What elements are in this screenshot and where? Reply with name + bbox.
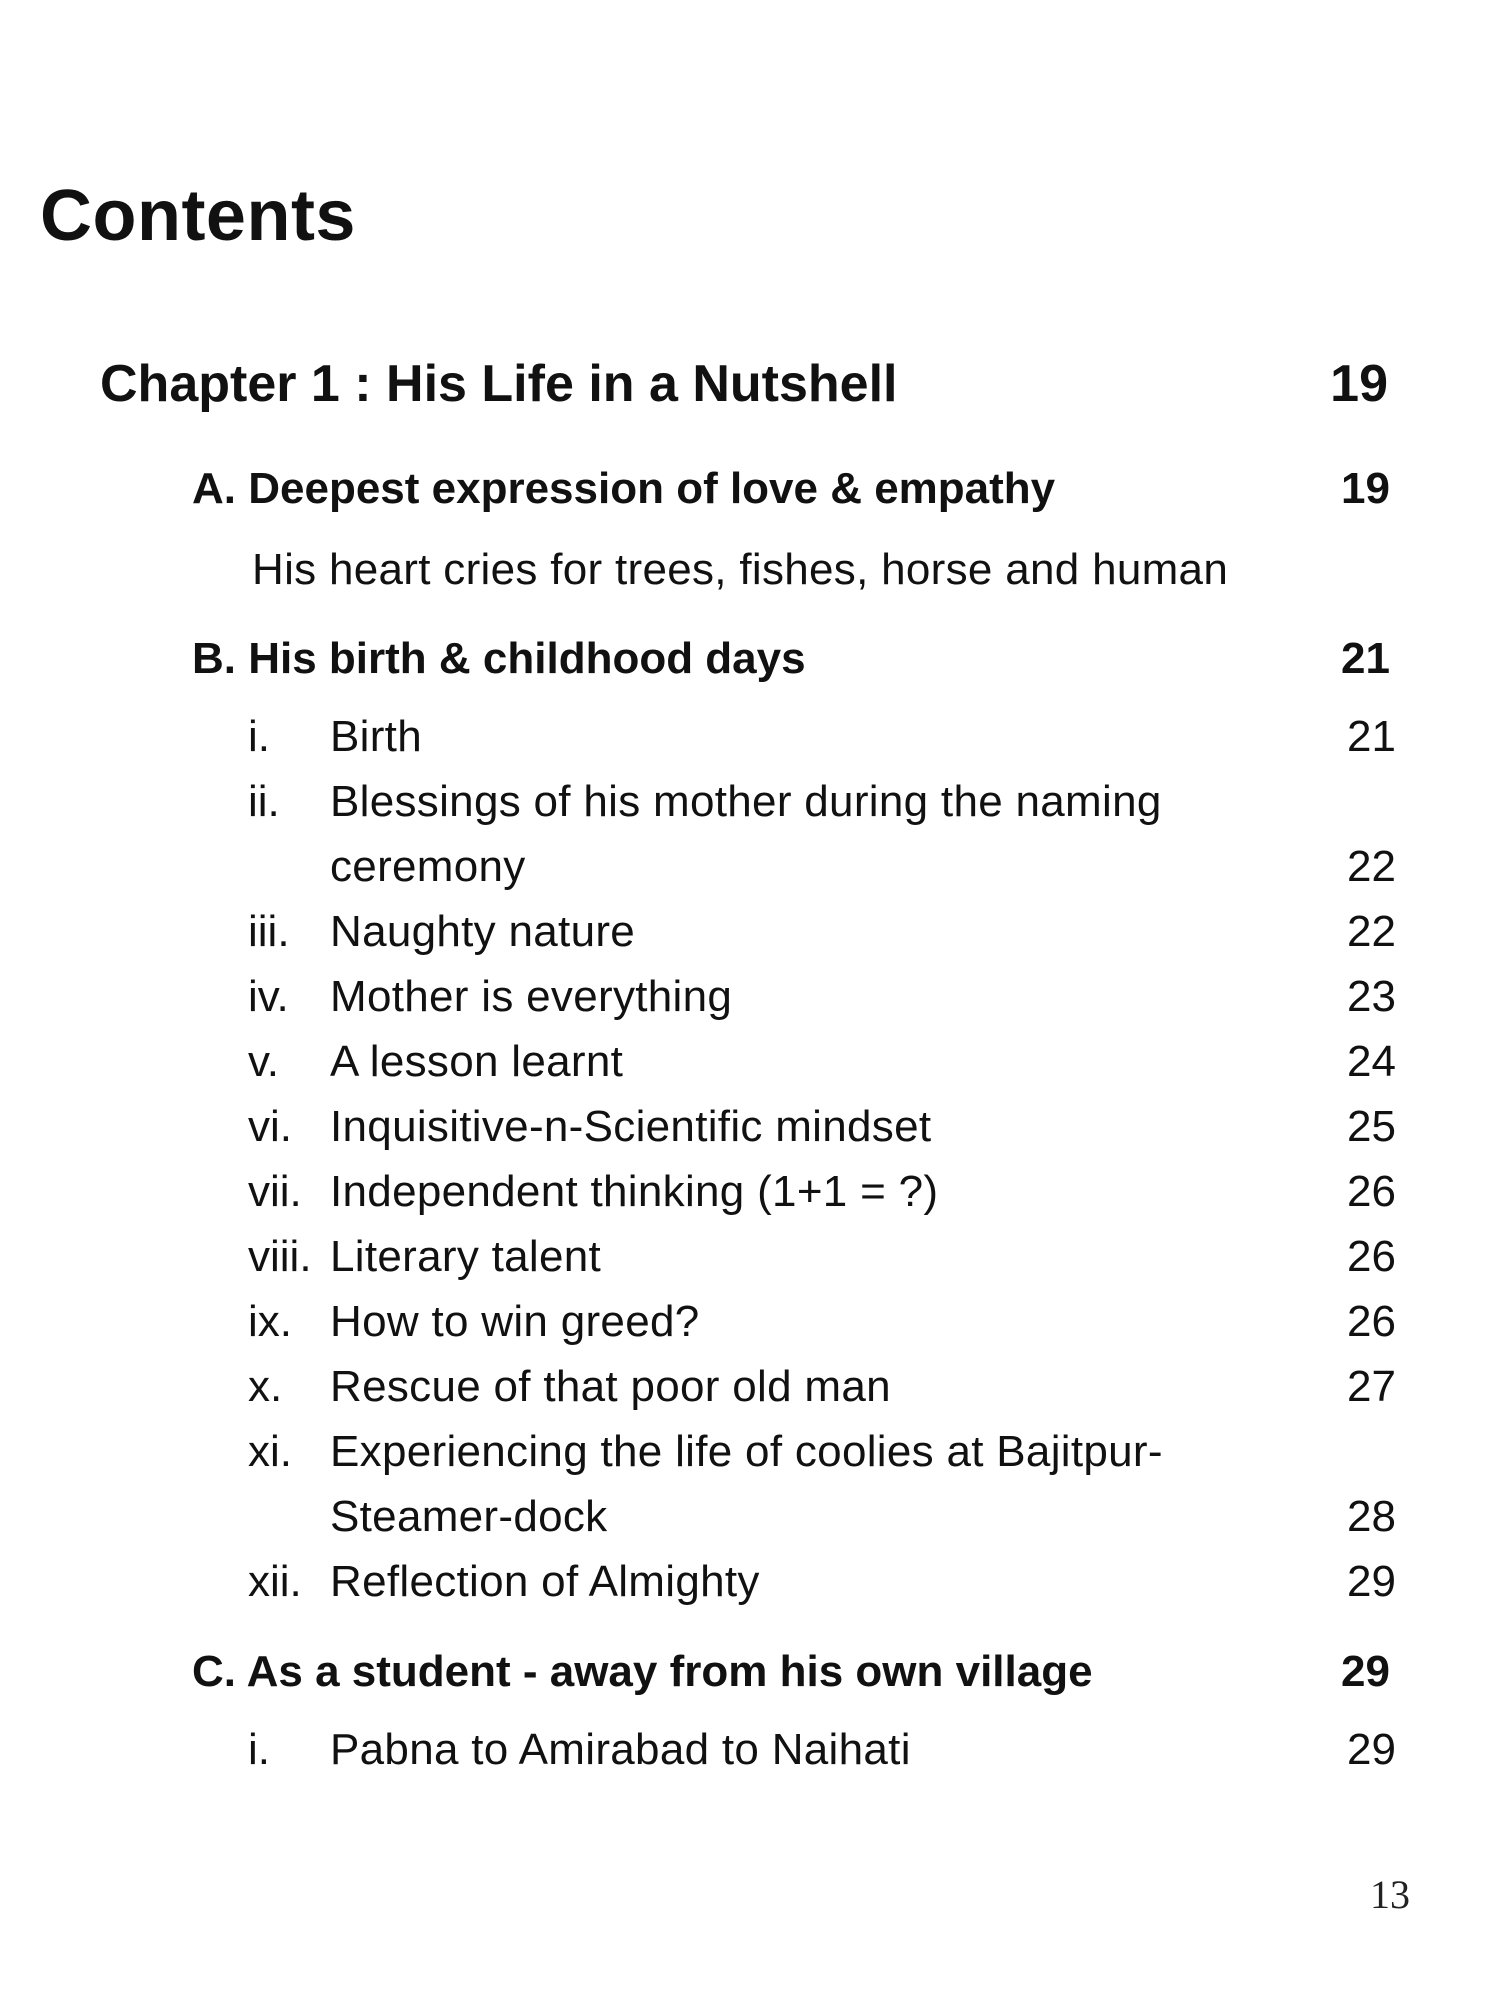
item-page-number: 22 [1347,907,1396,956]
item-label: Rescue of that poor old man [330,1362,891,1411]
item-label: Blessings of his mother during the naming [330,777,1162,826]
item-label: Independent thinking (1+1 = ?) [330,1167,939,1216]
item-number: i. [248,712,270,761]
item-label: Pabna to Amirabad to Naihati [330,1725,911,1774]
item-number: vi. [248,1102,292,1151]
item-number: v. [248,1037,279,1086]
item-page-number: 22 [1347,842,1396,891]
item-page-number: 25 [1347,1102,1396,1151]
item-label: How to win greed? [330,1297,700,1346]
item-number: ii. [248,777,280,826]
page-number: 13 [1370,1872,1410,1917]
item-label: Birth [330,712,422,761]
section-a-description: His heart cries for trees, fishes, horse and human [252,545,1229,594]
item-page-number: 21 [1347,712,1396,761]
chapter-page-number: 19 [1330,355,1388,413]
chapter-title[interactable]: Chapter 1 : His Life in a Nutshell [100,355,898,413]
item-number: x. [248,1362,283,1411]
item-page-number: 26 [1347,1297,1396,1346]
page-title: Contents [40,176,356,256]
item-number: xi. [248,1427,292,1476]
item-number: iv. [248,972,289,1021]
item-label: Naughty nature [330,907,636,956]
item-page-number: 29 [1347,1725,1396,1774]
item-label-continued: ceremony [330,842,526,891]
item-number: ix. [248,1297,292,1346]
item-label: Literary talent [330,1232,602,1281]
section-title-b[interactable]: B. His birth & childhood days [192,634,806,683]
item-page-number: 26 [1347,1232,1396,1281]
section-title-a[interactable]: A. Deepest expression of love & empathy [192,464,1056,513]
item-page-number: 24 [1347,1037,1396,1086]
item-page-number: 26 [1347,1167,1396,1216]
section-title-c[interactable]: C. As a student - away from his own village [192,1647,1093,1696]
item-page-number: 27 [1347,1362,1396,1411]
item-label: Experiencing the life of coolies at Bajitpur- [330,1427,1163,1476]
item-number: xii. [248,1557,302,1606]
item-label: Reflection of Almighty [330,1557,760,1606]
item-number: iii. [248,907,290,956]
item-number: vii. [248,1167,302,1216]
section-page-b: 21 [1341,634,1390,683]
item-number: i. [248,1725,270,1774]
item-label: Mother is everything [330,972,733,1021]
section-page-c: 29 [1341,1647,1390,1696]
section-page-a: 19 [1341,464,1390,513]
item-page-number: 23 [1347,972,1396,1021]
item-page-number: 28 [1347,1492,1396,1541]
item-label-continued: Steamer-dock [330,1492,608,1541]
item-label: A lesson learnt [330,1037,624,1086]
item-number: viii. [248,1232,312,1281]
item-page-number: 29 [1347,1557,1396,1606]
item-label: Inquisitive-n-Scientific mindset [330,1102,932,1151]
